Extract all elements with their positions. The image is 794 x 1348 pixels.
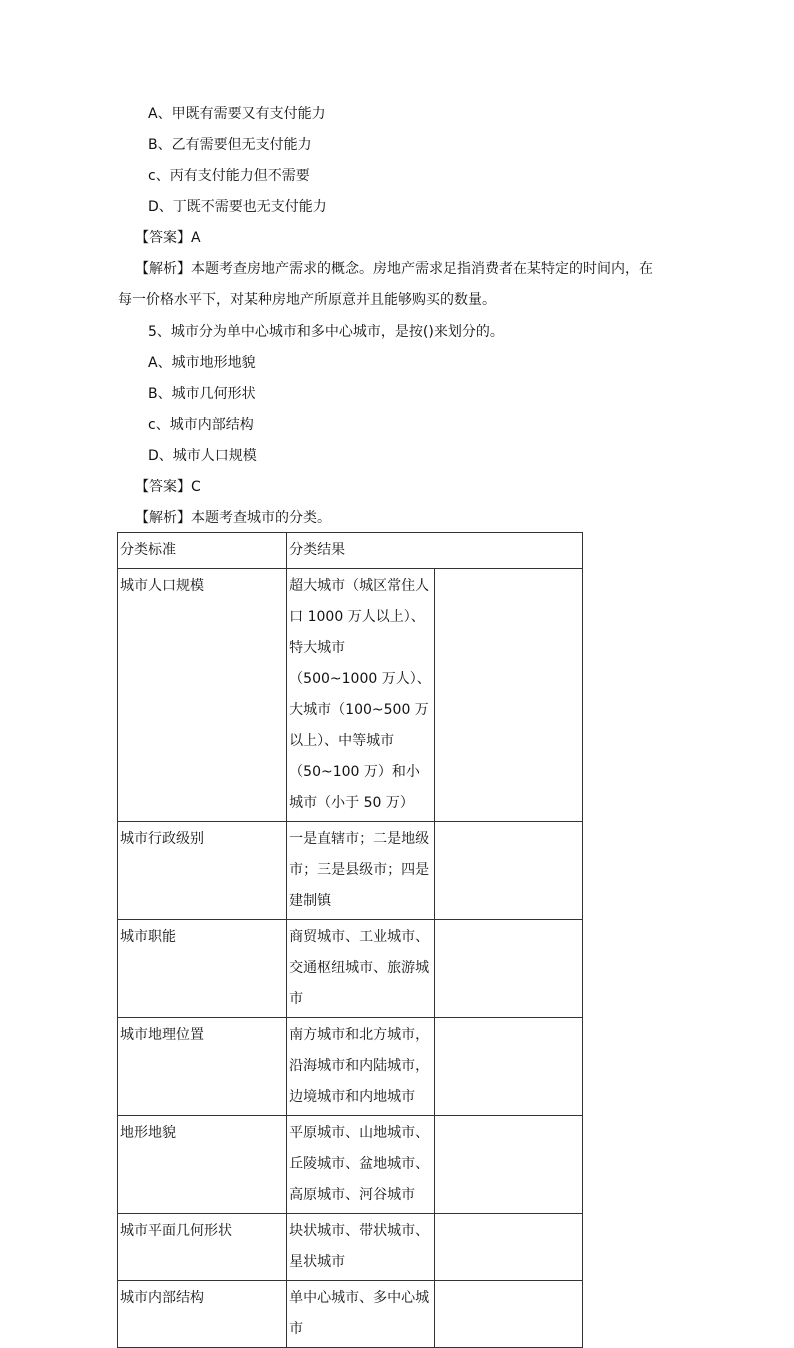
table-row [118, 1116, 583, 1214]
row-criterion: 城市平面几何形状 [118, 1214, 287, 1281]
q4-option-a: A、甲既有需要又有支付能力 [148, 106, 326, 122]
row-empty-cell [435, 920, 583, 1018]
q5-option-d: D、城市人口规模 [148, 448, 257, 464]
q5-answer: 【答案】C [135, 479, 201, 495]
table-row [118, 920, 583, 1018]
table-row [118, 822, 583, 920]
q4-option-d: D、丁既不需要也无支付能力 [148, 199, 327, 215]
row-result: 单中心城市、多中心城市 [287, 1281, 435, 1348]
q4-answer: 【答案】A [135, 230, 201, 246]
q5-analysis: 【解析】本题考查城市的分类。 [135, 510, 331, 526]
table-row [118, 1281, 583, 1348]
row-empty-cell [435, 1116, 583, 1214]
classification-table [117, 532, 583, 1348]
row-criterion: 城市行政级别 [118, 822, 287, 920]
row-result: 南方城市和北方城市，沿海城市和内陆城市，边境城市和内地城市 [287, 1018, 435, 1116]
row-empty-cell [435, 1214, 583, 1281]
q5-option-c: c、城市内部结构 [148, 417, 254, 433]
row-result: 商贸城市、工业城市、交通枢纽城市、旅游城市 [287, 920, 435, 1018]
row-empty-cell [435, 822, 583, 920]
q5-stem: 5、城市分为单中心城市和多中心城市，是按()来划分的。 [148, 324, 504, 340]
q4-option-b: B、乙有需要但无支付能力 [148, 137, 312, 153]
row-criterion: 城市地理位置 [118, 1018, 287, 1116]
row-empty-cell [435, 1018, 583, 1116]
table-row [118, 1214, 583, 1281]
row-criterion: 地形地貌 [118, 1116, 287, 1214]
header-criterion: 分类标准 [118, 533, 287, 569]
row-criterion: 城市内部结构 [118, 1281, 287, 1348]
row-result: 一是直辖市；二是地级市；三是县级市；四是建制镇 [287, 822, 435, 920]
table-header-row [118, 533, 583, 569]
row-result: 块状城市、带状城市、星状城市 [287, 1214, 435, 1281]
header-result: 分类结果 [287, 533, 583, 569]
row-criterion: 城市人口规模 [118, 569, 287, 822]
table-row [118, 1018, 583, 1116]
table-row [118, 569, 583, 822]
q5-option-a: A、城市地形地貌 [148, 355, 256, 371]
q4-analysis-line1: 【解析】本题考查房地产需求的概念。房地产需求足指消费者在某特定的时间内，在 [135, 261, 653, 277]
q4-analysis [118, 254, 678, 316]
row-result: 平原城市、山地城市、丘陵城市、盆地城市、高原城市、河谷城市 [287, 1116, 435, 1214]
q4-analysis-line2: 每一价格水平下，对某种房地产所原意并且能够购买的数量。 [118, 292, 496, 308]
row-result: 超大城市（城区常住人口 1000 万人以上）、特大城市（500~1000 万人）、大城市（100~500 万以上）、中等城市（50~100 万）和小城市（小于 50 万） [287, 569, 435, 822]
q4-option-c: c、丙有支付能力但不需要 [148, 168, 310, 184]
row-empty-cell [435, 569, 583, 822]
q5-option-b: B、城市几何形状 [148, 386, 256, 402]
row-criterion: 城市职能 [118, 920, 287, 1018]
row-empty-cell [435, 1281, 583, 1348]
